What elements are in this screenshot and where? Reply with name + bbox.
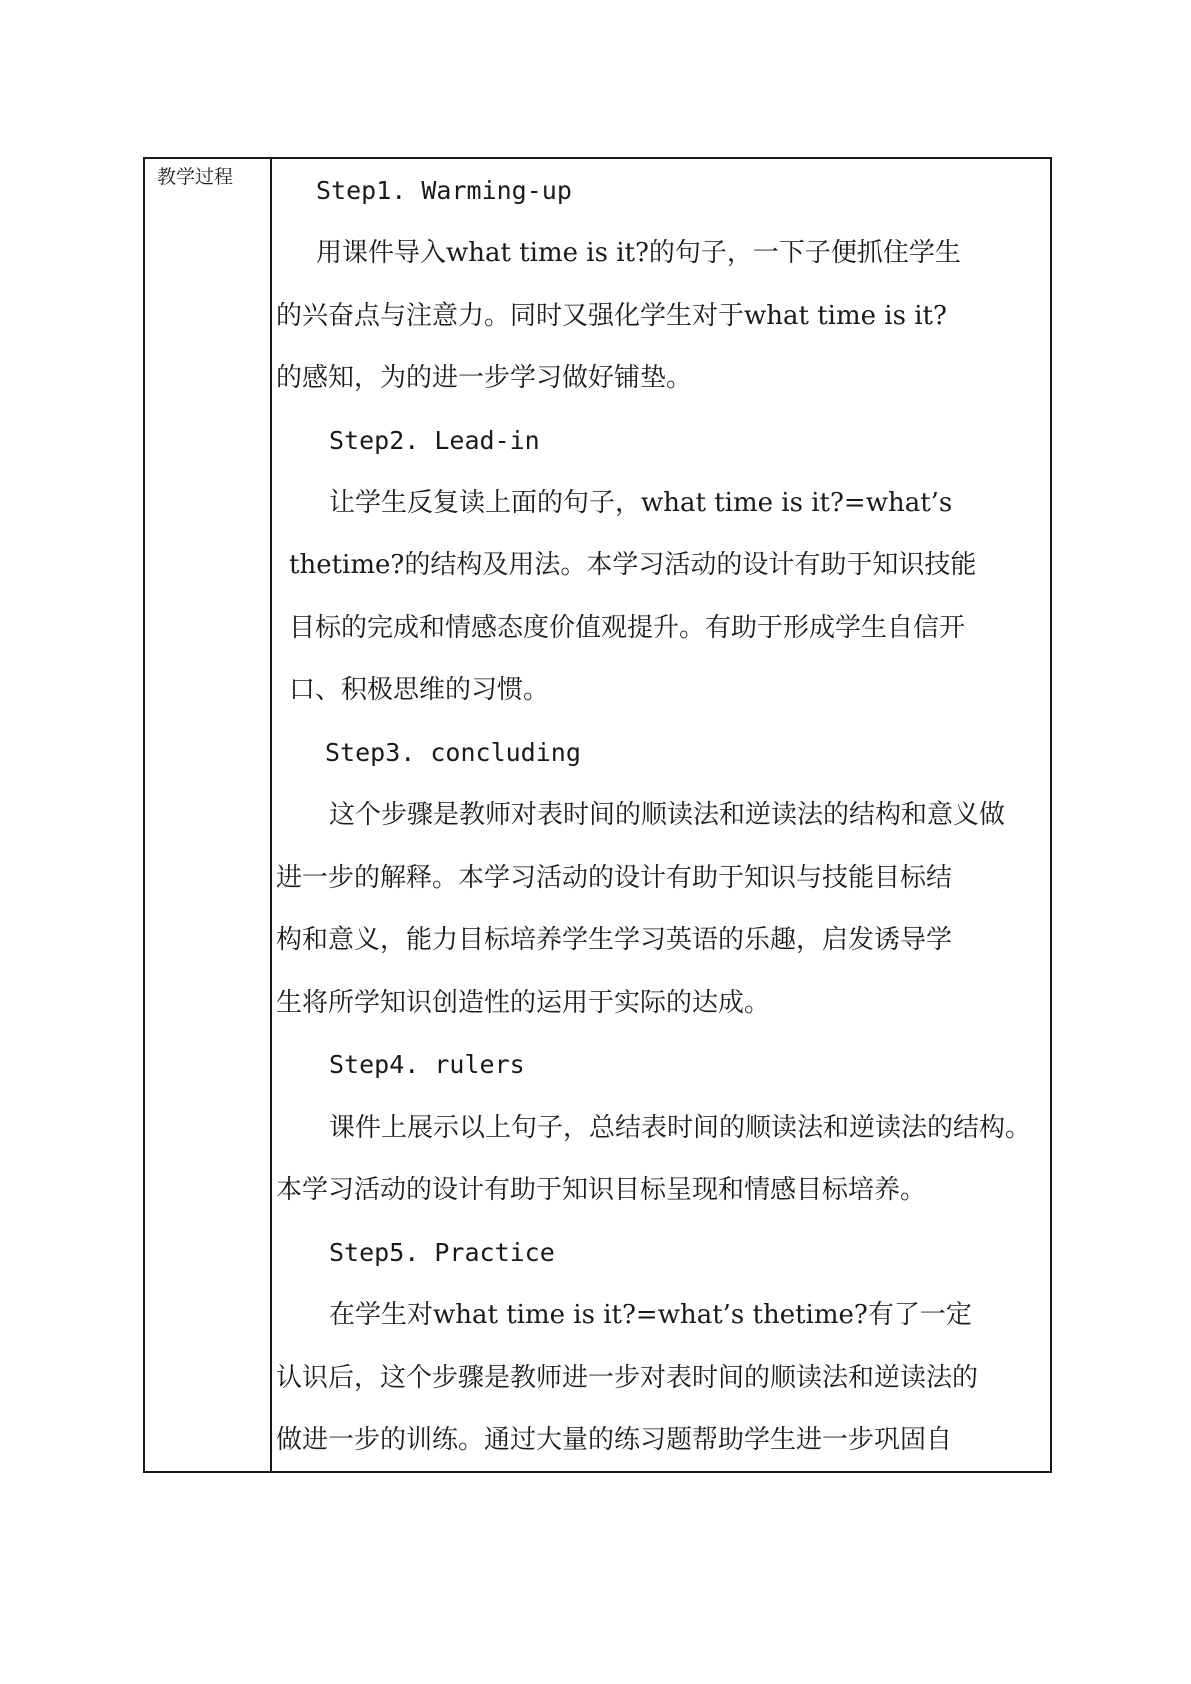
step-heading: Step5. Practice bbox=[329, 1238, 555, 1267]
section-content bbox=[272, 159, 1050, 1471]
body-line: 进一步的解释。本学习活动的设计有助于知识与技能目标结 bbox=[276, 863, 953, 893]
body-line: 这个步骤是教师对表时间的顺读法和逆读法的结构和意义做 bbox=[329, 800, 1006, 830]
body-line: 认识后，这个步骤是教师进一步对表时间的顺读法和逆读法的 bbox=[276, 1363, 979, 1393]
body-line: 口、积极思维的习惯。 bbox=[289, 675, 550, 705]
section-label: 教学过程 bbox=[145, 159, 272, 1471]
body-line: 生将所学知识创造性的运用于实际的达成。 bbox=[276, 988, 771, 1018]
step-heading: Step2. Lead-in bbox=[329, 426, 540, 455]
step-heading: Step3. concluding bbox=[325, 738, 581, 767]
body-line: 的感知，为的进一步学习做好铺垫。 bbox=[276, 363, 693, 393]
lesson-process-table bbox=[143, 157, 1052, 1473]
body-line: 目标的完成和情感态度价值观提升。有助于形成学生自信开 bbox=[289, 613, 966, 643]
step-heading: Step4. rulers bbox=[329, 1050, 525, 1079]
body-line: 做进一步的训练。通过大量的练习题帮助学生进一步巩固自 bbox=[276, 1425, 953, 1455]
body-line: 本学习活动的设计有助于知识目标呈现和情感目标培养。 bbox=[276, 1175, 927, 1205]
body-line: 课件上展示以上句子，总结表时间的顺读法和逆读法的结构。 bbox=[329, 1113, 1032, 1143]
body-line: thetime?的结构及用法。本学习活动的设计有助于知识技能 bbox=[289, 550, 977, 580]
body-line: 在学生对what time is it?=what’s thetime?有了一定 bbox=[329, 1300, 972, 1330]
body-line: 让学生反复读上面的句子，what time is it?=what’s bbox=[329, 488, 953, 518]
body-line: 的兴奋点与注意力。同时又强化学生对于what time is it? bbox=[276, 301, 947, 331]
body-line: 用课件导入what time is it?的句子，一下子便抓住学生 bbox=[316, 238, 961, 268]
step-heading: Step1. Warming-up bbox=[316, 176, 572, 205]
body-line: 构和意义，能力目标培养学生学习英语的乐趣，启发诱导学 bbox=[276, 925, 953, 955]
